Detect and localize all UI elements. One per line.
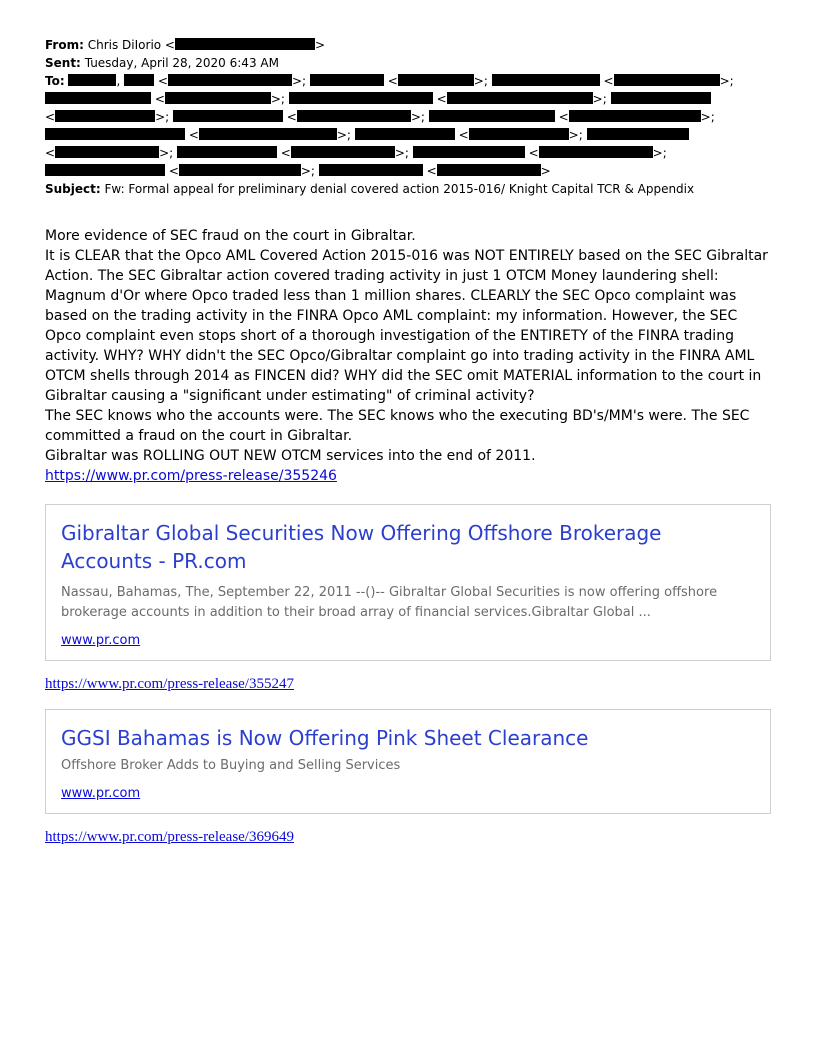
from-line — [45, 36, 771, 54]
redaction — [398, 74, 474, 86]
from-label: From: — [45, 38, 84, 52]
redaction — [177, 146, 277, 158]
card-title[interactable]: GGSI Bahamas is Now Offering Pink Sheet Clearance — [61, 726, 589, 750]
redaction — [437, 164, 541, 176]
subject-line — [45, 180, 771, 198]
redaction — [319, 164, 423, 176]
redaction — [124, 74, 154, 86]
redaction — [45, 164, 165, 176]
redaction — [289, 92, 433, 104]
redaction — [587, 128, 689, 140]
redaction — [68, 74, 116, 86]
email-header — [45, 36, 771, 198]
redaction — [355, 128, 455, 140]
email-body — [45, 226, 771, 486]
body-paragraph: More evidence of SEC fraud on the court in Gibraltar. — [45, 228, 416, 244]
redaction — [175, 38, 315, 50]
subject-value: Fw: Formal appeal for preliminary denial covered action 2015-016/ Knight Capital TCR & Appendix — [104, 182, 695, 196]
redaction — [173, 110, 283, 122]
redaction — [492, 74, 600, 86]
to-block: To: , < >; < >; < >; < >; < >; < >; < >; < >; < >; < >; < >; < >; < >; < >; < > — [45, 74, 734, 178]
card-description: Offshore Broker Adds to Buying and Selling Services — [61, 758, 401, 773]
link-preview-card-2[interactable] — [45, 709, 771, 814]
redaction — [539, 146, 653, 158]
redaction — [179, 164, 301, 176]
redaction — [569, 110, 701, 122]
body-paragraph: The SEC knows who the accounts were. The SEC knows who the executing BD's/MM's were. The SEC committed a fraud on the court in Gibraltar. — [45, 408, 750, 444]
card-site-link[interactable]: www.pr.com — [61, 786, 141, 801]
redaction — [297, 110, 411, 122]
body-paragraph: It is CLEAR that the Opco AML Covered Action 2015-016 was NOT ENTIRELY based on the SEC Gibraltar Action. The SEC Gibraltar action covered trading activity in just 1 OTCM Money laundering shell: Magnum d'Or where Opco traded less than 1 million shares. CLEARLY the SEC Opco complaint was based on the trading activity in the FINRA Opco AML complaint: my information. However, the SEC Opco complaint even stops short of a thorough investigation of the ENTIRETY of the FINRA trading activity. WHY? WHY didn't the SEC Opco/Gibraltar complaint go into trading activity in the FINRA AML OTCM shells through 2014 as FINCEN did? WHY did the SEC omit MATERIAL information to the court in Gibraltar causing a "significant under estimating" of criminal activity? — [45, 248, 768, 404]
redaction — [45, 128, 185, 140]
sent-line — [45, 54, 771, 72]
redaction — [55, 146, 159, 158]
press-release-link-3[interactable]: https://www.pr.com/press-release/369649 — [45, 829, 294, 845]
card-title[interactable]: Gibraltar Global Securities Now Offering Offshore Brokerage Accounts - PR.com — [61, 521, 662, 573]
redaction — [469, 128, 569, 140]
subject-label: Subject: — [45, 182, 101, 196]
redaction — [55, 110, 155, 122]
body-paragraph: Gibraltar was ROLLING OUT NEW OTCM services into the end of 2011. — [45, 448, 536, 464]
link-preview-card-1[interactable] — [45, 504, 771, 661]
redaction — [165, 92, 271, 104]
email-page — [45, 36, 771, 846]
sent-value: Tuesday, April 28, 2020 6:43 AM — [84, 56, 279, 70]
redaction — [614, 74, 720, 86]
redaction — [291, 146, 395, 158]
redaction — [611, 92, 711, 104]
redaction — [310, 74, 384, 86]
redaction — [199, 128, 337, 140]
redaction — [168, 74, 292, 86]
redaction — [429, 110, 555, 122]
redaction — [45, 92, 151, 104]
card-description: Nassau, Bahamas, The, September 22, 2011 --()-- Gibraltar Global Securities is now offering offshore brokerage accounts in addition to their broad array of financial services.Gibraltar Global ... — [61, 585, 718, 620]
to-label: To: — [45, 74, 65, 88]
press-release-link-2[interactable]: https://www.pr.com/press-release/355247 — [45, 676, 294, 692]
redaction — [447, 92, 593, 104]
from-close: > — [315, 38, 326, 52]
sent-label: Sent: — [45, 56, 81, 70]
redaction — [413, 146, 525, 158]
press-release-link-1[interactable]: https://www.pr.com/press-release/355246 — [45, 468, 337, 484]
from-name: Chris DiIorio < — [87, 38, 175, 52]
card-site-link[interactable]: www.pr.com — [61, 633, 141, 648]
